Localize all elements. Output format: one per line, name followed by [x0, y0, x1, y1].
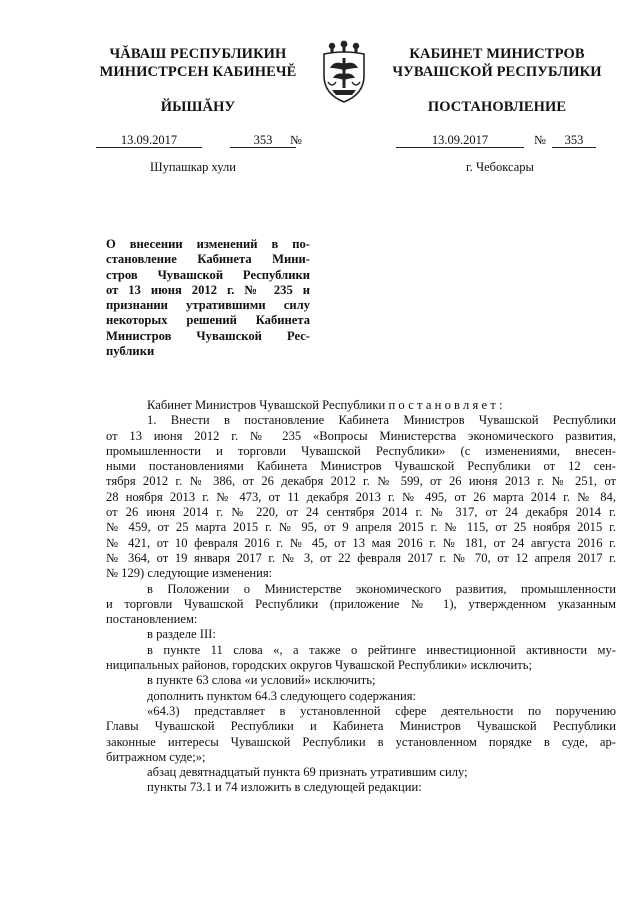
body-line: битражном суде;»;: [106, 749, 206, 764]
registration-left-number-sign: №: [290, 133, 302, 147]
body-line: в пункте 11 слова «, а также о рейтинге инвестиционной активности му-: [147, 642, 616, 657]
subject-line: публики: [106, 344, 155, 359]
body-line: постановлением:: [106, 612, 198, 627]
body-line: № 129) следующие изменения:: [106, 566, 273, 581]
header-left-line1: ЧĂВАШ РЕСПУБЛИКИН: [109, 46, 287, 62]
subject-line: О внесении изменений в по-: [106, 237, 310, 251]
preamble-text: Кабинет Министров Чувашской Республики: [147, 398, 389, 412]
body-line: № 421, от 10 февраля 2016 г. № 45, от 13 мая 2016 г. № 181, от 24 августа 2016 г.: [106, 535, 616, 550]
body-line: законные интересы Чувашской Республики в установленном порядке в суде, ар-: [106, 734, 616, 749]
body-line: от 26 июня 2014 г. № 220, от 24 сентября 2014 г. № 317, от 24 декабря 2014 г.: [106, 505, 616, 520]
body-line: ниципальных районов, городских округов Чувашской Республики» исключить;: [106, 658, 532, 673]
paragraph-4: [106, 643, 616, 674]
paragraph-3: в разделе III:: [147, 627, 216, 642]
preamble-verb: постановляет:: [388, 398, 506, 412]
place-chuvash: Шупашкар хули: [150, 160, 236, 174]
registration-left-date: 13.09.2017: [96, 133, 202, 148]
subject-line: становление Кабинета Мини-: [106, 252, 310, 267]
paragraph-1: [106, 413, 616, 581]
header-left-title: [82, 45, 314, 81]
registration-left-number: 353: [230, 133, 296, 148]
decree-subject: [106, 237, 310, 359]
subject-line: от 13 июня 2012 г. № 235 и: [106, 282, 310, 297]
body-line: № 459, от 25 марта 2015 г. № 95, от 9 апреля 2015 г. № 115, от 25 ноября 2015 г.: [106, 520, 616, 535]
chuvash-emblem-icon: [316, 38, 372, 104]
body-line: 28 ноября 2013 г. № 473, от 11 декабря 2013 г. № 495, от 26 марта 2014 г. № 84,: [106, 489, 616, 504]
subject-line: Министров Чувашской Рес-: [106, 328, 310, 343]
subject-line: стров Чувашской Республики: [106, 267, 310, 282]
header-right-line2: ЧУВАШСКОЙ РЕСПУБЛИКИ: [392, 64, 602, 80]
decree-title-russian: ПОСТАНОВЛЕНИЕ: [427, 99, 567, 115]
paragraph-9: пункты 73.1 и 74 изложить в следующей редакции:: [147, 780, 422, 795]
paragraph-2: [106, 582, 616, 628]
registration-right-number-sign: №: [534, 133, 546, 147]
place-russian: г. Чебоксары: [466, 160, 534, 174]
body-line: 1. Внести в постановление Кабинета Министров Чувашской Республики: [147, 413, 616, 428]
registration-right-number: 353: [552, 133, 596, 148]
subject-line: некоторых решений Кабинета: [106, 313, 310, 328]
decree-title-chuvash: ЙЫШĂНУ: [160, 99, 236, 115]
registration-left: [96, 133, 316, 149]
decree-body: [106, 398, 616, 796]
body-line: Главы Чувашской Республики и Кабинета Министров Чувашской Республики: [106, 719, 616, 734]
body-line: от 13 июня 2012 г. № 235 «Вопросы Министерства экономического развития,: [106, 428, 616, 443]
body-line: тября 2012 г. № 386, от 26 декабря 2012 г. № 599, от 26 июня 2013 г. № 251, от: [106, 474, 616, 489]
preamble: [106, 398, 616, 413]
header-right-line1: КАБИНЕТ МИНИСТРОВ: [409, 46, 585, 62]
body-line: и торговли Чувашской Республики (приложение № 1), утвержденном указанным: [106, 596, 616, 611]
paragraph-8: абзац девятнадцатый пункта 69 признать утратившим силу;: [147, 765, 468, 780]
registration-right-date: 13.09.2017: [396, 133, 524, 148]
subject-line: признании утратившими силу: [106, 298, 310, 313]
body-line: в Положении о Министерстве экономического развития, промышленности: [147, 581, 616, 596]
body-line: ными постановлениями Кабинета Министров Чувашской Республики от 12 сен-: [106, 459, 616, 474]
header-right-title: [382, 45, 612, 81]
header-left-line2: МИНИСТРСЕН КАБИНЕЧĔ: [99, 64, 297, 80]
registration-right: [396, 133, 616, 149]
body-line: промышленности и торговли Чувашской Республики» (с изменениями, внесен-: [106, 443, 616, 458]
paragraph-7: [106, 704, 616, 765]
body-line: № 364, от 19 января 2017 г. № 3, от 22 февраля 2017 г. № 70, от 12 апреля 2017 г.: [106, 550, 616, 565]
paragraph-5: в пункте 63 слова «и условий» исключить;: [147, 673, 376, 688]
paragraph-6: дополнить пунктом 64.3 следующего содержания:: [147, 688, 417, 703]
body-line: «64.3) представляет в установленной сфере деятельности по поручению: [147, 703, 616, 718]
